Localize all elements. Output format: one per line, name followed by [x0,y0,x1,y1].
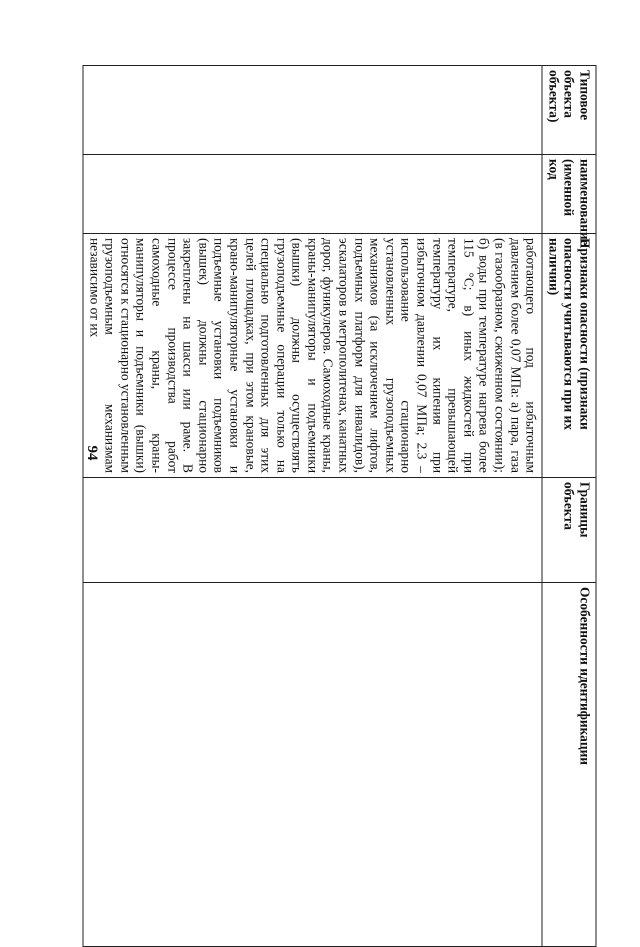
table-row [83,66,542,947]
cell-object-name [83,155,542,234]
header-identification-features: Особенности идентификации [542,583,596,947]
page-number: 94 [84,445,100,461]
header-object-boundaries: Границы объекта [542,478,596,583]
hazard-identification-table [83,65,597,947]
header-object-name: наименование (именной код [542,155,596,234]
cell-hazard-signs: работающего под избыточным давлением более 0,07 МПа: а) пара, газа (в газообразном, сжиженном состоянии); б) воды при температуре нагрева более 115 °С; в) иных жидкостей при температуре, превышающей температуру их кипения при избыточном давлении 0,07 МПа; 2.3 – использование стационарно установленных грузоподъемных механизмов (за исключением лифтов, подъемных платформ для инвалидов), эскалаторов в метрополитенах, канатных дорог, фуникулеров. Самоходные краны, краны-манипуляторы и подъемники (вышки) должны осуществлять грузоподъемные операции только на специально подготовленных для этих целей площадках, при этом крановые, крано-манипуляторные установки и подъемные установки подъемников (вышек) должны стационарно закреплены на шасси или раме. В процессе производства работ самоходные краны, краны-манипуляторы и подъемники (вышки) относятся к стационарно установленным грузоподъемным механизмам независимо от их [83,234,542,478]
cell-object-type [83,66,542,155]
header-object-type: Типовое объекта объекта) [542,66,596,155]
header-hazard-signs: Признаки опасности (признаки опасности учитываются при их наличии) [542,234,596,478]
cell-object-boundaries [83,478,542,583]
cell-identification-features [83,583,542,947]
table-header-row [542,66,596,947]
